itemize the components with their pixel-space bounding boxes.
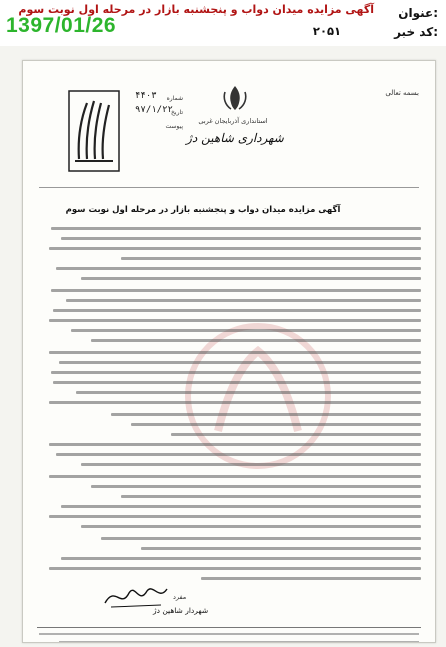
text-line: [61, 505, 421, 508]
text-line: [56, 453, 421, 456]
text-line: [51, 227, 421, 230]
scanned-letter: [22, 60, 436, 643]
signature-note: مفرد: [173, 593, 187, 601]
footer-text-line: [59, 641, 419, 643]
news-code: ۲۰۵۱: [312, 24, 341, 38]
text-line: [49, 401, 421, 404]
title-label: :عنوان: [398, 6, 438, 20]
ministry-line: استانداری آذربایجان غربی: [198, 117, 268, 125]
text-line: [59, 361, 421, 364]
text-line: [111, 413, 421, 416]
text-line: [81, 463, 421, 466]
date-label: تاریخ: [171, 109, 183, 116]
municipality-name: شهرداری شاهین دژ: [186, 131, 284, 145]
text-line: [121, 257, 421, 260]
text-line: [49, 443, 421, 446]
letter-title: آگهی مزایده میدان دواب و پنجشنبه بازار در مرحله اول نوبت سوم: [65, 205, 341, 215]
text-line: [51, 289, 421, 292]
text-line: [91, 339, 421, 342]
text-line: [49, 475, 421, 478]
text-line: [66, 299, 421, 302]
text-line: [81, 525, 421, 528]
footer-divider: [37, 627, 421, 628]
number-label: شماره: [166, 95, 183, 102]
text-line: [49, 319, 421, 322]
text-line: [49, 351, 421, 354]
headline: آگهی مزایده میدان دواب و پنجشنبه بازار در مرحله اول نوبت سوم: [18, 3, 374, 16]
text-line: [61, 557, 421, 560]
text-line: [141, 547, 421, 550]
text-line: [131, 423, 421, 426]
text-line: [71, 329, 421, 332]
header-divider: [39, 187, 419, 188]
text-line: [61, 237, 421, 240]
text-line: [201, 577, 421, 580]
text-line: [121, 495, 421, 498]
text-line: [49, 567, 421, 570]
footer-text-line: [39, 633, 419, 635]
text-line: [49, 515, 421, 518]
news-header: [0, 0, 446, 46]
number-value: ۴۴۰۳: [135, 91, 157, 101]
text-line: [101, 537, 421, 540]
text-line: [49, 247, 421, 250]
text-line: [91, 485, 421, 488]
text-line: [76, 391, 421, 394]
date-stamp: 1397/01/26: [6, 14, 117, 37]
text-line: [53, 381, 421, 384]
attachment-label: پیوست: [165, 123, 183, 130]
text-line: [81, 277, 421, 280]
text-line: [51, 371, 421, 374]
text-line: [56, 267, 421, 270]
municipality-logo-icon: [67, 89, 121, 173]
text-line: [53, 309, 421, 312]
code-label: :کد خبر: [394, 25, 438, 39]
salutation: بسمه تعالی: [385, 89, 419, 97]
text-line: [171, 433, 421, 436]
date-value: ۹۷/۱/۲۲: [135, 105, 173, 115]
national-emblem-icon: [219, 83, 251, 113]
signature-role: شهردار شاهین دژ: [153, 606, 209, 615]
